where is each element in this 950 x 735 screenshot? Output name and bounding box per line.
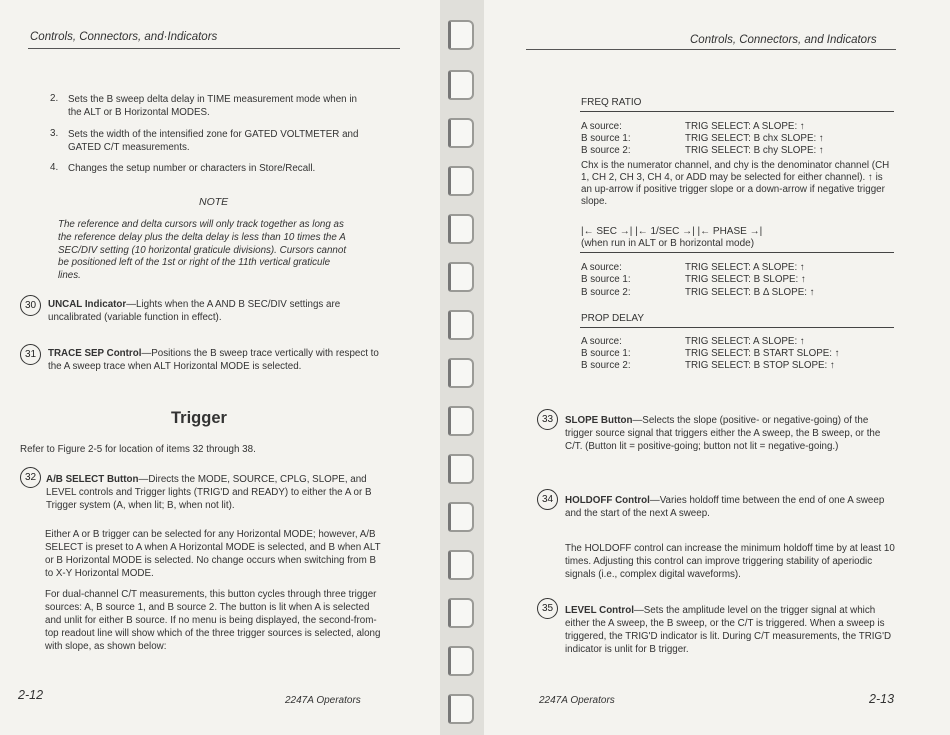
- footer-title: 2247A Operators: [539, 695, 615, 706]
- callout-text: —Sets the amplitude level on the trigger signal at which either the A sweep, the B sweep, or the C/T is triggered. When a sweep is triggered, the TRIG'D indicator is lit. During C/T measurements, the TRIG'D indicator is unlit for B trigger.: [565, 605, 892, 655]
- callout-text: —Lights when the A AND B SEC/DIV settings are uncalibrated (variable function in effect).: [48, 299, 341, 323]
- callout-text: —Selects the slope (positive- or negative-going) of the trigger source signal that triggers either the A sweep, the B sweep, or the C/T. (Button lit = positive-going; button not lit = negative-going.): [565, 415, 881, 452]
- item-number: 2.: [50, 93, 59, 104]
- coil-ring: [448, 214, 474, 244]
- left-header-rule: [28, 48, 400, 49]
- item-number: 4.: [50, 162, 59, 173]
- slope-button-description: [565, 414, 897, 453]
- coil-ring: [448, 454, 474, 484]
- footer-title: 2247A Operators: [285, 695, 361, 706]
- page-number: 2-13: [869, 692, 895, 706]
- coil-binding: [440, 0, 484, 735]
- freq-ratio-title: FREQ RATIO: [581, 97, 642, 108]
- callout-title: HOLDOFF Control: [565, 495, 650, 506]
- callout-number: 30: [20, 295, 41, 316]
- callout-title: SLOPE Button: [565, 415, 633, 426]
- page-number: 2-12: [18, 688, 44, 702]
- holdoff-control-description: [565, 494, 897, 520]
- left-running-header: Controls, Connectors, and·Indicators: [30, 31, 218, 43]
- item-number: 3.: [50, 128, 59, 139]
- freq-ratio-explanation: Chx is the numerator channel, and chy is the denominator channel (CH 1, CH 2, CH 3, CH 4, or ADD may be selected for either channel). ↑ is an up-arrow if positive trigger slope or a down-arrow if negative trigger slope.: [581, 160, 890, 207]
- list-item: Changes the setup number or characters in Store/Recall.: [68, 163, 316, 174]
- figure-reference: Refer to Figure 2-5 for location of items 32 through 38.: [20, 444, 256, 455]
- coil-ring: [448, 694, 474, 724]
- coil-ring: [448, 598, 474, 628]
- level-control-description: [565, 604, 897, 656]
- table-rule: [580, 111, 894, 112]
- uncal-indicator-description: [48, 298, 386, 324]
- callout-number: 35: [537, 598, 558, 619]
- coil-ring: [448, 406, 474, 436]
- coil-ring: [448, 550, 474, 580]
- coil-ring: [448, 166, 474, 196]
- list-item: Sets the width of the intensified zone for GATED VOLTMETER and GATED C/T measurements.: [68, 129, 359, 153]
- callout-title: A/B SELECT Button: [46, 474, 139, 485]
- section-title: Trigger: [171, 409, 227, 427]
- coil-ring: [448, 358, 474, 388]
- note-title: NOTE: [199, 196, 229, 208]
- coil-ring: [448, 310, 474, 340]
- coil-ring: [448, 70, 474, 100]
- callout-title: TRACE SEP Control: [48, 348, 142, 359]
- callout-title: UNCAL Indicator: [48, 299, 127, 310]
- coil-ring: [448, 502, 474, 532]
- note-text: The reference and delta cursors will only track together as long as the reference delay plus the delta delay is less than 10 times the A SEC/DIV setting (10 horizontal graticule divisions). Cursors cannot be positioned left of the 1st or right of the 11th vertical graticule lines.: [58, 219, 347, 282]
- callout-text: —Positions the B sweep trace vertically with respect to the A sweep trace when ALT Horizontal MODE is selected.: [48, 348, 379, 372]
- callout-title: LEVEL Control: [565, 605, 634, 616]
- left-page: [0, 0, 440, 735]
- coil-ring: [448, 262, 474, 292]
- callout-number: 34: [537, 489, 558, 510]
- callout-text: —Varies holdoff time between the end of one A sweep and the start of the next A sweep.: [565, 495, 885, 519]
- table-rule: [580, 327, 894, 328]
- coil-ring: [448, 118, 474, 148]
- table-rule: [580, 252, 894, 253]
- trace-sep-description: [48, 347, 386, 373]
- callout-number: 32: [20, 467, 41, 488]
- ab-select-description: [46, 473, 386, 512]
- callout-number: 31: [20, 344, 41, 365]
- list-item: Sets the B sweep delta delay in TIME measurement mode when in the ALT or B Horizontal MODES.: [68, 94, 357, 118]
- right-page: Controls, Connectors, and Indicators FREQ RATIO A source: TRIG SELECT: A SLOPE: ↑ B source 1: TRIG SELECT: B chx SLOPE: ↑ B source 2: TRIG SELECT: B chy SLOPE: ↑ Chx is the numerator channel, and chy is the denominator channel (CH 1, CH 2, CH 3, CH 4, or ADD may be selected for either channel). ↑ is an up-arrow if positive trigger slope or a down-arrow if negative trigger slope. |← SEC →| |← 1/SEC →| |← PHASE →| (when run in ALT or B horizontal mode) A source: TRIG SELECT: A SLOPE: ↑ B source 1: TRIG SELECT: B SLOPE: ↑ B source 2: TRIG SELECT: B Δ SLOPE: ↑ PROP DELAY A source: TRIG SELECT: A SLOPE: ↑ B source 1: TRIG SELECT: B START SLOPE: ↑ B source 2: TRIG SELECT: B STOP SLOPE: ↑ 33 SLOPE Button—Selects the slope (positive- or negative-going) of the trigger source signal that triggers either the A sweep, the B sweep, or the C/T. (Button lit = positive-going; button not lit = negative-going.) 34 HOLDOFF Control—Varies holdoff time between the end of one A sweep and the start of the next A sweep. The HOLDOFF control can increase the minimum holdoff time by at least 10 times. Adjusting this control can improve triggering stability of aperiodic signals (i.e., complex digital waveforms). 35 LEVEL Control—Sets the amplitude level on the trigger signal at which either the A sweep, the B sweep, or the C/T is triggered. When a sweep is triggered, the TRIG'D indicator is lit. During C/T measurements, the TRIG'D indicator is unlit for B trigger. 2247A Operators 2-13: [484, 0, 950, 735]
- callout-number: 33: [537, 409, 558, 430]
- coil-ring: [448, 20, 474, 50]
- right-header-rule: [526, 49, 896, 50]
- sec-phase-title: |← SEC →| |← 1/SEC →| |← PHASE →|: [581, 226, 763, 237]
- prop-delay-title: PROP DELAY: [581, 313, 644, 324]
- paragraph: For dual-channel C/T measurements, this button cycles through three trigger sources: A, B source 1, and B source 2. The button is lit when A is selected and unlit for either B source. If no menu is being displayed, the second-from-top readout line will show which of the three trigger sources is selected, along with slope, as shown below:: [45, 589, 381, 652]
- paragraph: Either A or B trigger can be selected for any Horizontal MODE; however, A/B SELECT is preset to A when A Horizontal MODE is selected, and B when ALT or B Horizontal MODE is selected. No change occurs when switching from B to X-Y Horizontal MODE.: [45, 529, 381, 579]
- coil-ring: [448, 646, 474, 676]
- holdoff-paragraph: The HOLDOFF control can increase the minimum holdoff time by at least 10 times. Adjusting this control can improve triggering stability of aperiodic signals (i.e., complex digital waveforms).: [565, 543, 895, 580]
- callout-text: —Directs the MODE, SOURCE, CPLG, SLOPE, and LEVEL controls and Trigger lights (TRIG'D and READY) to either the A or B Trigger system (A, when lit; B, when not lit).: [46, 474, 372, 511]
- sec-phase-subtitle: (when run in ALT or B horizontal mode): [581, 238, 755, 249]
- right-running-header: Controls, Connectors, and Indicators: [690, 34, 877, 46]
